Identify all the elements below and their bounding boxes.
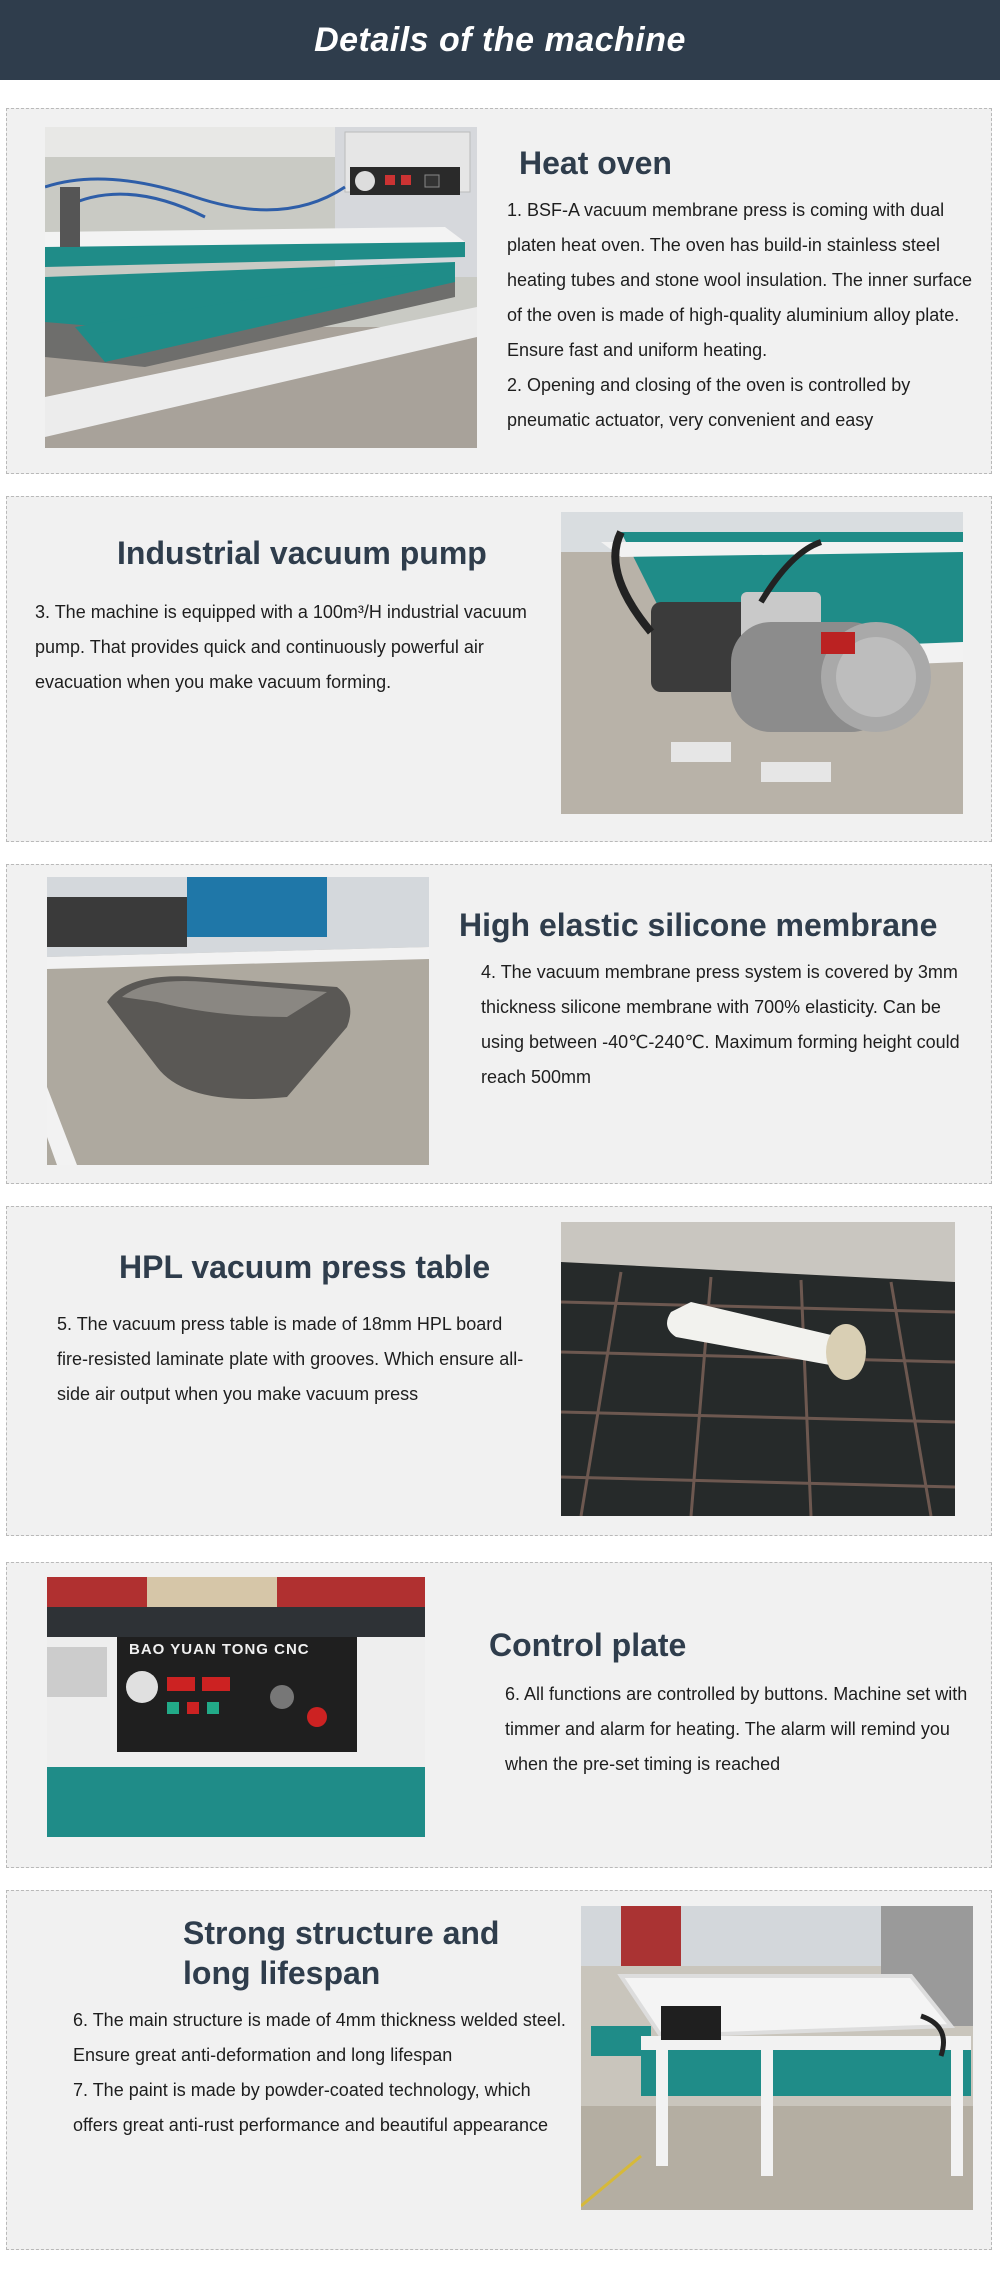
section-title: High elastic silicone membrane [459, 907, 938, 943]
section-body [505, 1677, 975, 1782]
section-strong-structure [6, 1890, 992, 2250]
section-hpl-table [6, 1206, 992, 1536]
page-title: Details of the machine [314, 20, 686, 59]
section-body [481, 955, 981, 1095]
section-body [35, 595, 535, 700]
paragraph: 4. The vacuum membrane press system is covered by 3mm thickness silicone membrane with 700% elasticity. Can be using between -40℃-240℃. Maximum forming height could reach 500mm [481, 962, 960, 1087]
vacuum-pump-photo [561, 512, 963, 814]
control-plate-photo [47, 1577, 425, 1837]
section-heat-oven [6, 108, 992, 474]
paragraph: 7. The paint is made by powder-coated technology, which offers great anti-rust performance and beautiful appearance [73, 2080, 548, 2135]
section-title: Heat oven [519, 145, 672, 181]
section-body [507, 193, 989, 438]
hpl-table-photo [561, 1222, 955, 1516]
paragraph: 5. The vacuum press table is made of 18mm HPL board fire-resisted laminate plate with grooves. Which ensure all-side air output when you make vacuum press [57, 1314, 524, 1404]
control-panel-brand-label: BAO YUAN TONG CNC [129, 1641, 310, 1658]
paragraph: 2. Opening and closing of the oven is controlled by pneumatic actuator, very convenient and easy [507, 375, 911, 430]
paragraph: 6. The main structure is made of 4mm thickness welded steel. Ensure great anti-deformation and long lifespan [73, 2010, 566, 2065]
paragraph: 1. BSF-A vacuum membrane press is coming with dual platen heat oven. The oven has build-in stainless steel heating tubes and stone wool insulation. The inner surface of the oven is made of high-quality aluminium alloy plate. Ensure fast and uniform heating. [507, 200, 972, 360]
section-body [57, 1307, 527, 1412]
section-title: Strong structure and long lifespan [183, 1915, 500, 1991]
section-vacuum-pump [6, 496, 992, 842]
paragraph: 6. All functions are controlled by buttons. Machine set with timmer and alarm for heating. The alarm will remind you when the pre-set timing is reached [505, 1684, 968, 1774]
page-header [0, 0, 1000, 80]
section-title: HPL vacuum press table [119, 1249, 491, 1285]
section-body [73, 2003, 573, 2143]
section-title: Industrial vacuum pump [117, 535, 487, 571]
strong-structure-photo [581, 1906, 973, 2210]
section-control-plate [6, 1562, 992, 1868]
silicone-membrane-photo [47, 877, 429, 1165]
section-title: Control plate [489, 1627, 687, 1663]
section-silicone-membrane [6, 864, 992, 1184]
paragraph: 3. The machine is equipped with a 100m³/H industrial vacuum pump. That provides quick and continuously powerful air evacuation when you make vacuum forming. [35, 602, 527, 692]
heat-oven-photo [45, 127, 477, 448]
